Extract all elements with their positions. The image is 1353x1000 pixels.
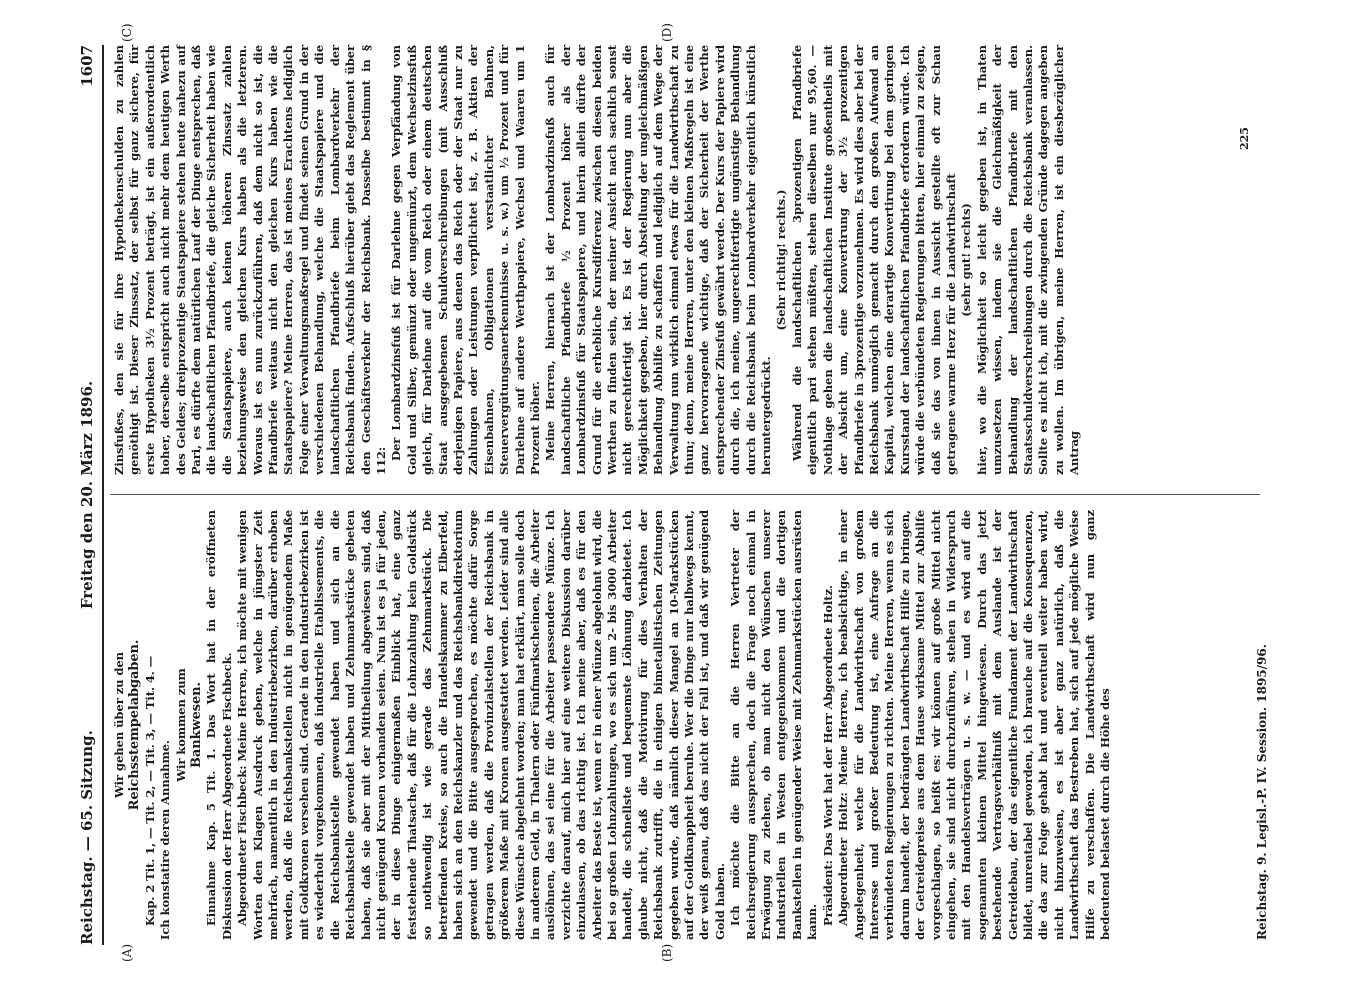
column-divider [110,494,1260,495]
paragraph: hier, wo die Möglichkeit so leicht gegeben ist, in Thaten umzusetzen wissen, indem sie die Gleichmäßigkeit der Behandlung der landschaftlichen Pfandbriefe mit den Staatsschuldverschreibungen durch die Reichsbank veranlassen. Sollte es nicht ich, mit die zwingenden Gründe dagegen angeben zu wollen. Im übrigen, meine Herren, ist ein diesbezüglicher Antrag [974,45,1082,475]
header-date: Freitag den 20. März 1896. [78,380,96,610]
column-left [112,510,1113,940]
column-right [112,45,1083,475]
text-line: Wir gehen über zu den [112,651,126,799]
page-number: 1607 [78,45,96,87]
paragraph: Ich konstatire deren Annahme. [158,740,173,940]
paragraph: Abgeordneter Fischbeck: Meine Herren, ich möchte mit wenigen Worten den Klagen Ausdruck geben, welche in jüngster Zeit mehrfach, namentlich in den Industriebezirken, darüber erhoben werden, daß die Reichsbankstellen nicht in genügendem Maße mit Goldkronen versehen sind. Gerade in den Industriebezirken ist es wiederholt vorgekommen, daß industrielle Etablissements, die die Reichsbankstelle gewendet haben und sich an die Reichsbankstelle gewendet haben und Zehnmarkstücke gebeten haben, daß sie aber mit der Mittheilung abgewiesen sind, daß nicht genügend Kronen vorhanden seien. Nun ist es ja für jeden, der in diese Dinge einigermaßen Einblick hat, eine ganz feststehende Thatsache, daß für die Lohnzahlung kein Goldstück so nothwendig ist wie gerade das Zehnmarkstück. Die betreffenden Kreise, so auch die Handelskammer zu Elberfeld, haben sich an den Reichskanzler und das Reichsbankdirektorium gewendet und die Bitte ausgesprochen, es möchte dafür Sorge getragen werden, daß die Provinzialstellen der Reichsbank in größerem Maße mit Kronen ausgestattet werden. Leider sind alle diese Wünsche abgelehnt worden; man hat erklärt, man solle doch in anderem Geld, in Thalern oder Fünfmarkscheinen, die Arbeiter auslöhnen, das sei eine für die Arbeiter passendere Münze. Ich verzichte darauf, mich hier auf eine weitere Diskussion darüber einzulassen, ob das richtig ist. Ich meine aber, daß es für den Arbeiter das Beste ist, wenn er in einer Münze abgelohnt wird, die bei so großen Lohnzahlungen, wo es sich um 2- bis 3000 Arbeiter handelt, die schnellste und bequemste Löhnung darbietet. Ich glaube nicht, daß die Motivirung für dies Verhalten der Reichsbank zutrifft, die in einigen bimetallistischen Zeitungen gegeben wurde, daß nämlich dieser Mangel an 10-Markstücken auf der Goldknappheit beruhe. Wer die Dinge nur halbwegs kennt, der weiß genau, daß das nicht der Fall ist, und daß wir genügend Gold haben. [235,510,727,940]
interjection: (sehr gut! rechts) [959,203,974,317]
paragraph: Präsident: Das Wort hat der Herr Abgeordnete Holtz. [820,585,835,926]
quoted-paragraph: Der Lombardzinsfuß ist für Darlehne gegen Verpfändung von Gold und Silber, gemünzt oder ungemünzt, dem Wechselzinsfuß gleich, für Darlehne auf die vom Reich oder einem deutschen Staat ausgegebenen Schuldverschreibungen (mit Ausschluß derjenigen Papiere, aus denen das Reich oder der Staat nur zu Zahlungen oder Leistungen verpflichtet ist, z. B. Aktien der Eisenbahnen, Obligationen verstaatlichter Bahnen, Steuervergütungsanerkenntnisse u. s. w.) um ½ Prozent und für Darlehne auf andere Werthpapiere, Wechsel und Waaren um 1 Prozent höher. [389,45,542,475]
paragraph: Abgeordneter Holtz: Meine Herren, ich beabsichtige, in einer Angelegenheit, welche für die Landwirthschaft von großem Interesse und großer Bedeutung ist, eine Anfrage an die verbündeten Regierungen zu richten. Meine Herren, wenn es sich darum handelt, der bedrängten Landwirthschaft Hilfe zu bringen, der Getreidepreise aus dem Hause wirksame Mittel zur Abhilfe vorgeschlagen, so heißt es: wir können auf große Mittel nicht eingehen, sie sind nicht durchzuführen, stehen in Widerspruch mit den Handelsverträgen u. s. w. — und es wird auf die sogenannten kleinen Mittel hingewiesen. Durch das jetzt bestehende Vertragsverhältniß mit dem Auslande ist der Getreidebau, der das eigentliche Fundament der Landwirthschaft bildet, unrentabel geworden, ich brauche auf die Konsequenzen, die das zur Folge gehabt hat und eventuell weiter haben wird, nicht hinzuweisen, es ist aber ganz natürlich, daß die Landwirthschaft das Bestreben hat, sich auf jede mögliche Weise Hilfe zu verschaffen. Die Landwirthschaft wird nun ganz bedeutend belastet durch die Höhe des [836,510,1112,940]
marker-a: (A) [120,943,134,962]
paragraph: Einnahme Kap. 5 Tit. 1. Das Wort hat in der eröffneten Diskussion der Herr Abgeordnete Fischbeck. [204,510,234,940]
footer: Reichstag. 9. Legisl.-P. IV. Session. 1895/96. [1255,644,1269,940]
header-left: Reichstag. — 65. Sitzung. [78,730,96,945]
text-line: Wir kommen zum [173,668,188,782]
signature-mark: 225 [1238,127,1251,150]
page-header [78,45,100,945]
section-heading: Bankwesen. [189,682,205,768]
paragraph: Meine Herren, hiernach ist der Lombardzinsfuß auch für landschaftliche Pfandbriefe ½ Prozent höher als der Lombardzinsfuß für Staatspapiere, und hierin allein dürfte der Grund für die erhebliche Kursdifferenz zwischen diesen beiden Werthen zu finden sein, der meiner Ansicht nach sachlich sonst nicht gerechtfertigt ist. Es ist der Regierung nun aber die Möglichkeit gegeben, hier durch Abstellung der ungleichmäßigen Behandlung Abhilfe zu schaffen und lediglich auf dem Wege der Verwaltung nun wirklich einmal etwas für die Landwirthschaft zu thun; denn, meine Herren, unter den kleinen Maßregeln ist eine ganz hervorragende wichtige, daß der Sicherheit der Werthe entsprechender Zinsfuß gewährt werde. Der Kurs der Papiere wird durch die, ich meine, ungerechtfertigte ungünstige Behandlung durch die Reichsbank beim Lombardverkehr eigentlich künstlich heruntergedrückt. [543,45,774,475]
section-heading: Reichsstempelabgaben. [127,639,143,811]
paragraph: Während die landschaftlichen 3prozentigen Pfandbriefe eigentlich pari stehen müßten, stehen dieselben nur 95,60. — Nothlage gehen die landschaftlichen Institute großentheils mit der Absicht um, eine Konvertirung der 3½ prozentigen Pfandbriefe in 3prozentige vorzunehmen. Es wird dies aber bei der Reichsbank unmöglich gemacht durch den großen Aufwand an Kapital, welchen eine derartige Konvertirung bei dem geringen Kursstand der landschaftlichen Pfandbriefe erfordern würde. Ich würde die verbündeten Regierungen bitten, hier einmal zu zeigen, daß sie das von ihnen in Aussicht gestellte oft zur Schau getragene warme Herz für die Landwirthschaft [789,45,958,475]
header-rule [102,45,104,945]
marker-c: (C) [120,23,134,42]
marker-b: (B) [660,943,674,962]
paragraph: Ich möchte die Bitte an die Herren Vertreter der Reichsregierung aussprechen, doch die Frage noch einmal in Erwägung zu ziehen, ob man nicht den Wünschen unserer Industriellen in Westen entgegenkommen und die dortigen Bankstellen in genügender Weise mit Zehnmarkstücken ausrüsten kann. [728,510,820,940]
marker-d: (D) [660,23,674,42]
interjection: (Sehr richtig! rechts.) [774,189,789,331]
paragraph: Zinsfußes, den sie für ihre Hypothekenschulden zu zahlen genöthigt ist. Dieser Zinssatz, der selbst für ganz sichere, für erste Hypotheken 3½ Prozent beträgt, ist ein außerordentlich hoher, derselbe entspricht auch nicht mehr dem heutigen Werth des Geldes; dreiprozentige Staatspapiere stehen heute nahezu auf Pari, es dürfte dem natürlichen Lauf der Dinge entsprechen, daß die landschaftlichen Pfandbriefe, die gleiche Sicherheit haben wie die Staatspapiere, auch keinen höheren Zinssatz zahlen beziehungsweise den gleichen Kurs haben als die letzteren. Woraus ist es nun zurückzuführen, daß dem nicht so ist, die Pfandbriefe weitaus nicht den gleichen Kurs haben wie die Staatspapiere? Meine Herren, das ist meines Erachtens lediglich Folge einer Verwaltungsmaßregel und findet seinen Grund in der verschiedenen Behandlung, welche die Staatspapiere und die landschaftlichen Pfandbriefe beim Lombardverkehr der Reichsbank finden. Aufschluß hierüber giebt das Reglement über den Geschäftsverkehr der Reichsbank. Dasselbe bestimmt in § 112: [112,45,388,475]
paragraph: Kap. 2 Tit. 1, — Tit. 2, — Tit. 3, — Tit. 4. — [142,655,157,926]
